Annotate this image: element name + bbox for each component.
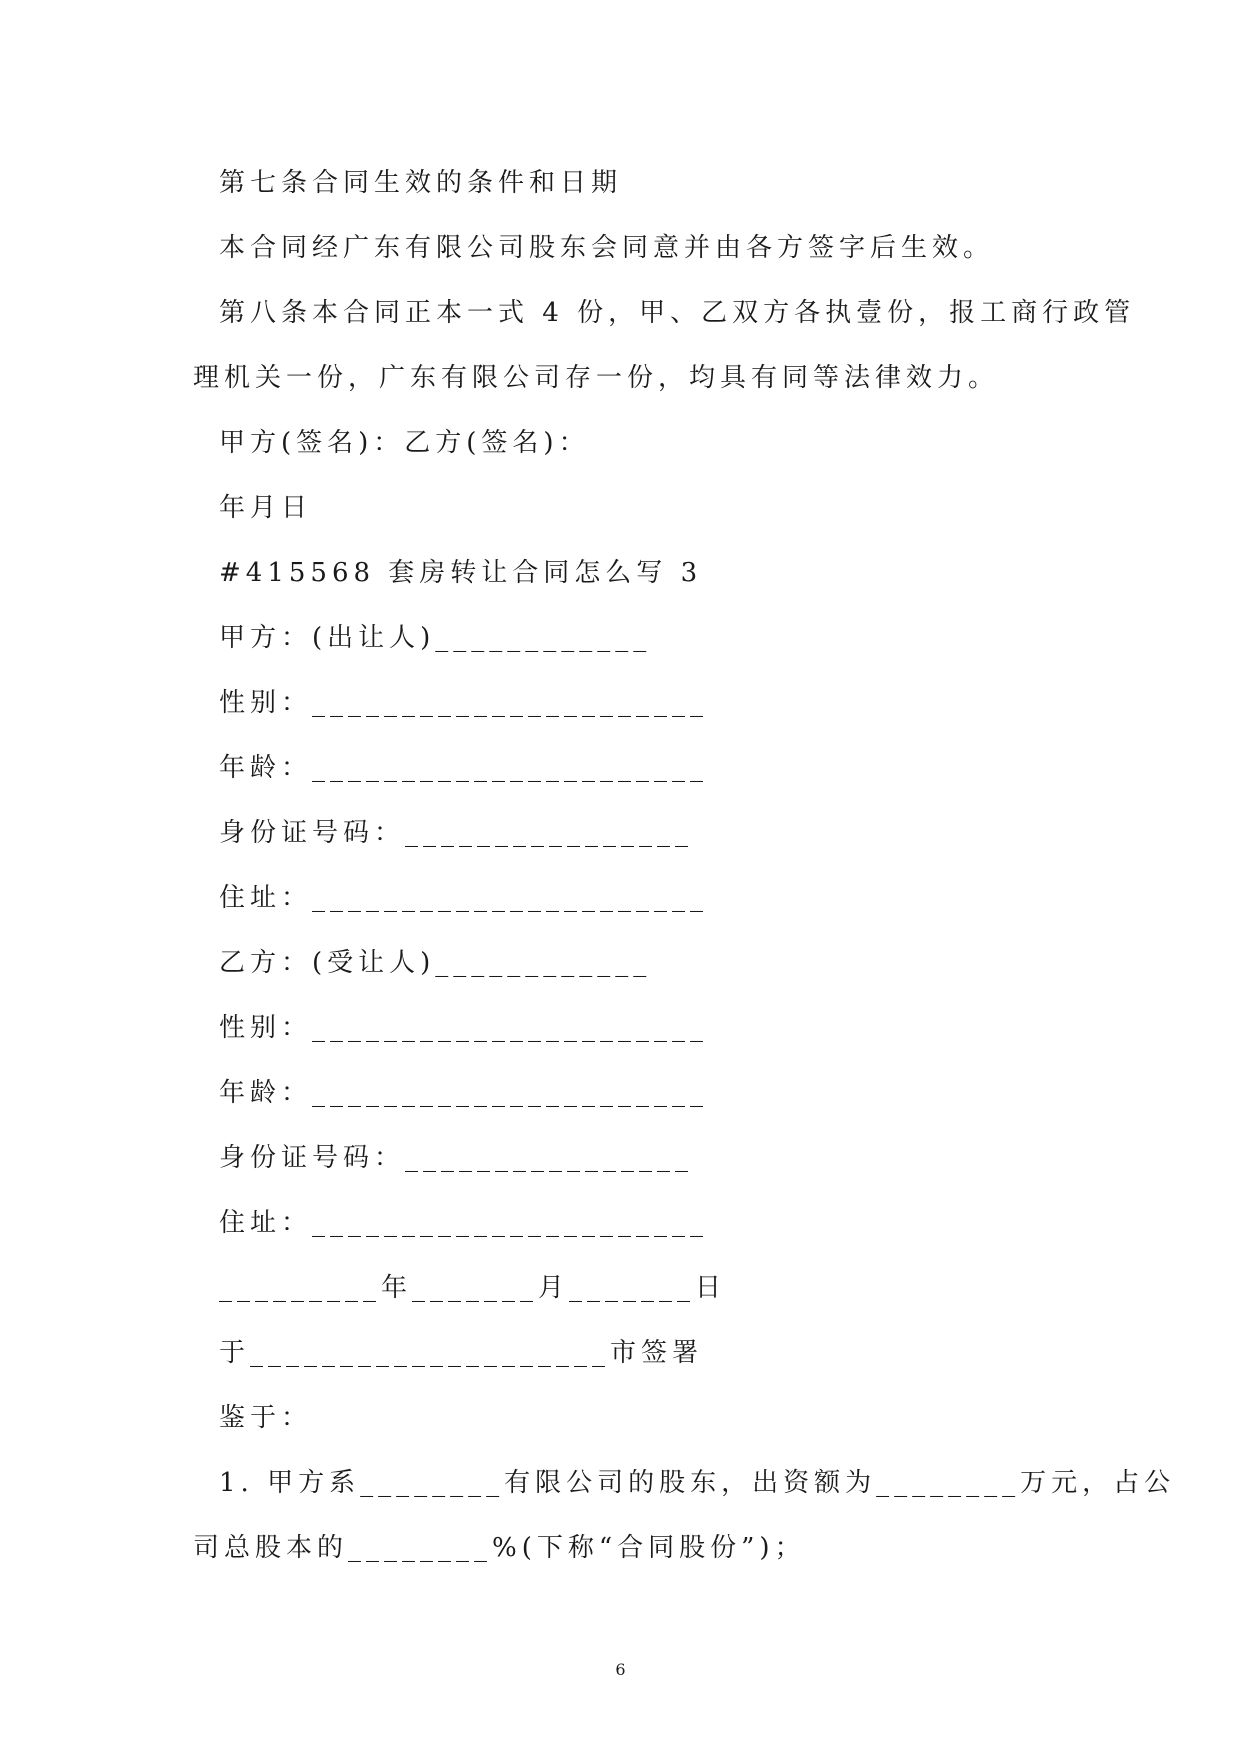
signing-place-field: 于____________________市签署 bbox=[219, 1338, 704, 1368]
party-b-gender-field: 性别：______________________ bbox=[219, 1013, 709, 1043]
party-a-id-field: 身份证号码：________________ bbox=[219, 818, 694, 848]
party-b-field: 乙方：(受让人)____________ bbox=[219, 948, 652, 978]
signature-line: 甲方(签名)：乙方(签名)： bbox=[219, 428, 590, 458]
section-title: #415568 套房转让合同怎么写 3 bbox=[219, 558, 703, 588]
party-a-age-field: 年龄：______________________ bbox=[219, 753, 709, 783]
article-7-body: 本合同经广东有限公司股东会同意并由各方签字后生效。 bbox=[219, 233, 995, 263]
clause-1-line-1: 1. 甲方系________有限公司的股东，出资额为________万元，占公 bbox=[219, 1468, 1176, 1498]
page-number: 6 bbox=[615, 1660, 626, 1679]
article-8-line-1: 第八条本合同正本一式 4 份，甲、乙双方各执壹份，报工商行政管 bbox=[219, 298, 1136, 328]
article-8-line-2: 理机关一份，广东有限公司存一份，均具有同等法律效力。 bbox=[193, 363, 1000, 393]
whereas-heading: 鉴于： bbox=[219, 1403, 313, 1433]
party-a-field: 甲方：(出让人)____________ bbox=[219, 623, 652, 653]
date-line: 年月日 bbox=[219, 493, 313, 523]
party-a-address-field: 住址：______________________ bbox=[219, 883, 709, 913]
article-7-heading: 第七条合同生效的条件和日期 bbox=[219, 168, 623, 198]
party-b-address-field: 住址：______________________ bbox=[219, 1208, 709, 1238]
party-b-age-field: 年龄：______________________ bbox=[219, 1078, 709, 1108]
party-a-gender-field: 性别：______________________ bbox=[219, 688, 709, 718]
clause-1-line-2: 司总股本的________%(下称“合同股份”)； bbox=[193, 1533, 806, 1563]
party-b-id-field: 身份证号码：________________ bbox=[219, 1143, 694, 1173]
signing-date-field: _________年_______月_______日 bbox=[219, 1273, 727, 1303]
